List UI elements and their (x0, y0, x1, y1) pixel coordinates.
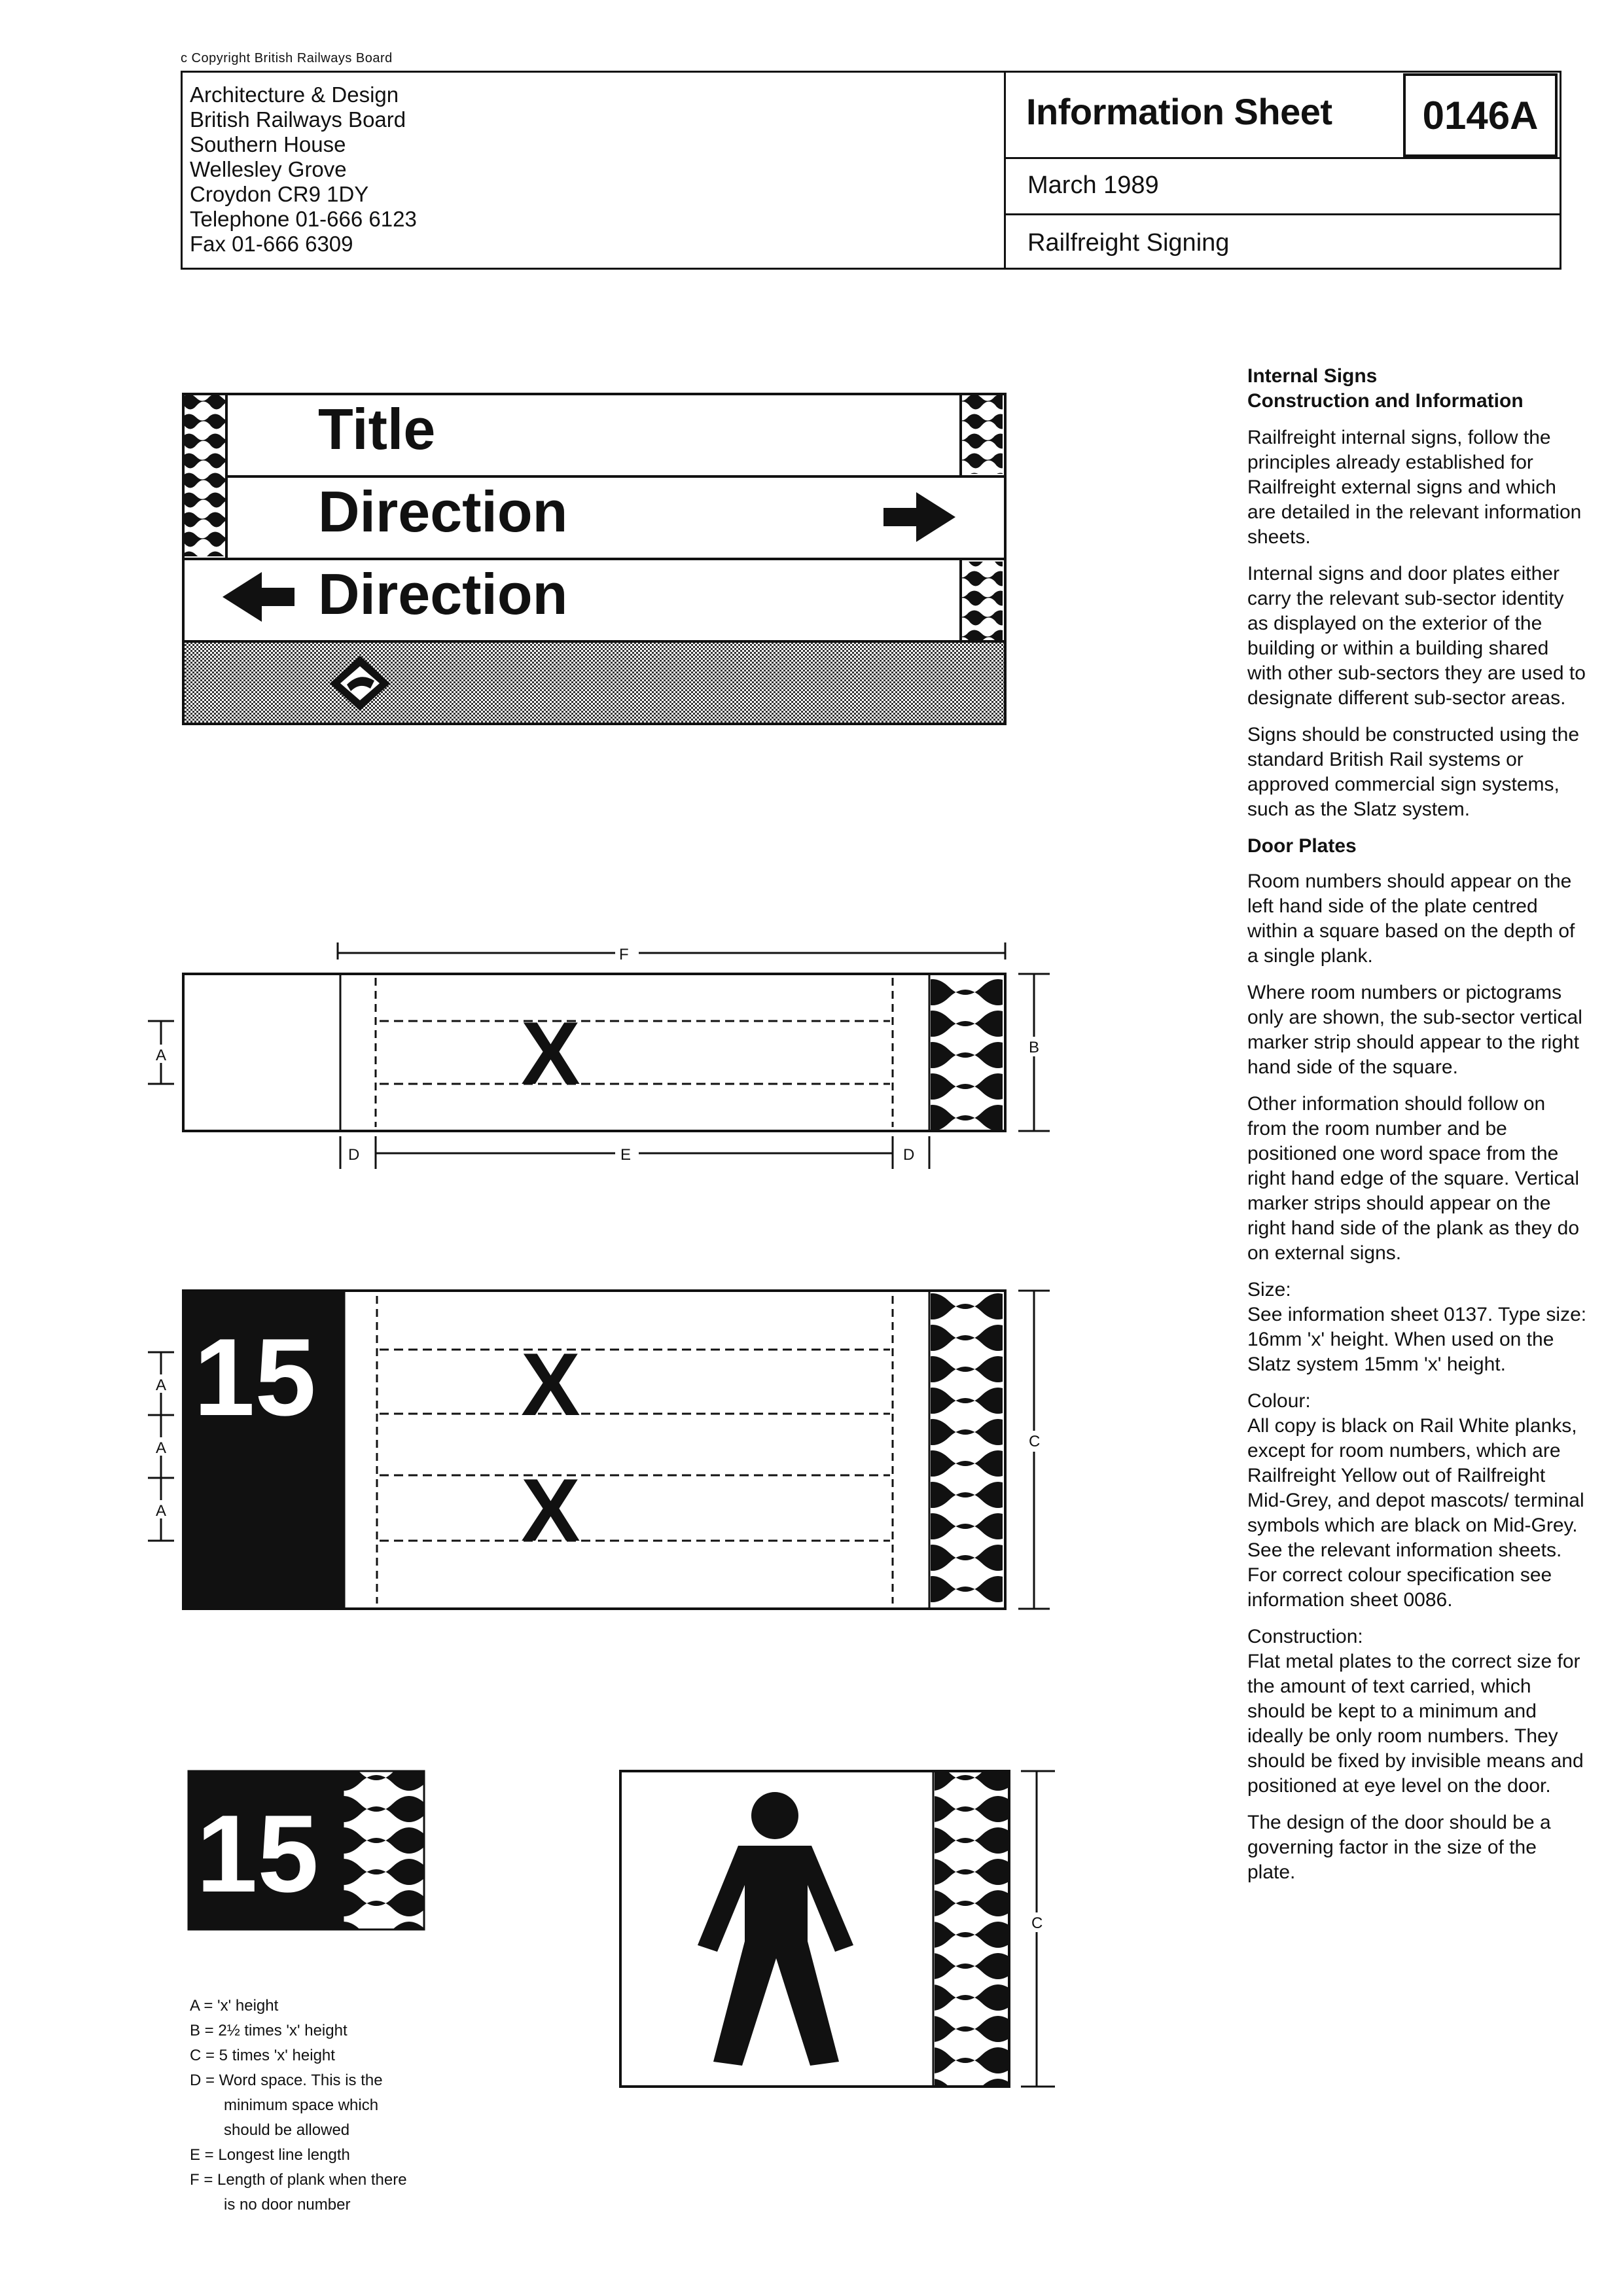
sheet-date: March 1989 (1027, 171, 1159, 199)
legend-line: should be allowed (224, 2121, 350, 2139)
address-line: Croydon CR9 1DY (190, 182, 369, 206)
room-number: 15 (194, 1316, 316, 1439)
marker-strip (931, 1292, 1003, 1607)
door-plate-two-line-diagram (148, 1291, 1050, 1609)
address-line: Telephone 01-666 6123 (190, 207, 417, 231)
dimension-label-a: A (156, 1502, 167, 1520)
paragraph: Internal signs and door plates either carry the relevant sub-sector identity as displayed on the exterior of the building or within a building shared with other sub-sectors they are used to designate different sub-sector areas. (1247, 563, 1586, 709)
paragraph: Signs should be constructed using the standard British Rail systems or approved commercial sign systems, such as the Slatz system. (1247, 724, 1579, 820)
room-number-plate (188, 1771, 424, 1929)
marker-strip (961, 562, 1003, 640)
construction-section (1247, 1624, 1588, 1799)
address-line: Architecture & Design (190, 82, 399, 107)
paragraph: The design of the door should be a governing factor in the size of the plate. (1247, 1812, 1551, 1883)
heading-construction: Construction and Information (1247, 390, 1524, 412)
paragraph: Room numbers should appear on the left hand side of the plate centred within a square based on the depth of a single plank. (1247, 870, 1575, 967)
sign-direction-text: Direction (318, 479, 568, 544)
dimension-label-c: C (1031, 1914, 1043, 1932)
paragraph: Where room numbers or pictograms only are shown, the sub-sector vertical marker strip should appear to the right hand side of the square. (1247, 982, 1582, 1078)
dimension-label-c: C (1029, 1433, 1041, 1450)
sign-title-text: Title (318, 397, 436, 461)
legend-line: B = 2½ times 'x' height (190, 2022, 348, 2039)
marker-strip (185, 395, 226, 556)
dimension-label-a: A (156, 1376, 167, 1394)
dimension-label-e: E (620, 1146, 632, 1164)
paragraph: Other information should follow on from the room number and be positioned one word space from the right hand edge of the square. Vertical marker strips should appear on the right hand side of the plank as they do on external signs. (1247, 1093, 1580, 1264)
sheet-code: 0146A (1403, 73, 1558, 157)
address-line: British Railways Board (190, 107, 406, 132)
sheet-heading: Information Sheet (1026, 91, 1332, 132)
colour-label: Colour: (1247, 1390, 1311, 1412)
pictogram-plate (620, 1771, 1055, 2087)
heading-door-plates: Door Plates (1247, 835, 1357, 857)
size-section (1247, 1278, 1588, 1377)
section-heading (1247, 364, 1588, 414)
dimension-label-d: D (348, 1146, 360, 1164)
legend-line: F = Length of plank when there (190, 2171, 407, 2189)
legend-line: is no door number (224, 2196, 351, 2214)
legend-line: C = 5 times 'x' height (190, 2047, 335, 2064)
size-label: Size: (1247, 1279, 1291, 1300)
legend-line: E = Longest line length (190, 2146, 350, 2164)
dimension-label-b: B (1029, 1039, 1040, 1056)
copyright-notice: c Copyright British Railways Board (181, 51, 393, 65)
construction-text: Flat metal plates to the correct size for the amount of text carried, which should be kept to a minimum and ideally be only room numbers. They should be fixed by invisible means and positioned at eye level on the door. (1247, 1651, 1584, 1797)
legend-line: minimum space which (224, 2096, 379, 2114)
x-height-glyph: X (521, 1003, 580, 1103)
sheet-subject: Railfreight Signing (1027, 229, 1230, 257)
text-column (1247, 364, 1588, 1897)
size-text: See information sheet 0137. Type size: 16mm 'x' height. When used on the Slatz system 15mm 'x' height. (1247, 1304, 1587, 1375)
marker-strip (343, 1771, 424, 1929)
x-height-glyph: X (521, 1460, 580, 1560)
sign-direction-text: Direction (318, 562, 568, 626)
legend-line: A = 'x' height (190, 1997, 279, 2015)
legend-line: D = Word space. This is the (190, 2072, 383, 2089)
dimension-label-d: D (903, 1146, 915, 1164)
x-height-glyph: X (521, 1335, 580, 1434)
address-line: Fax 01-666 6309 (190, 232, 353, 256)
example-sign (183, 394, 1005, 724)
dimension-label-f: F (619, 946, 629, 963)
heading-internal-signs: Internal Signs (1247, 365, 1378, 387)
address-line: Wellesley Grove (190, 157, 347, 181)
marker-strip (961, 395, 1003, 474)
colour-text: All copy is black on Rail White planks, except for room numbers, which are Railfreight Yellow out of Railfreight Mid-Grey, and depot mascots/ terminal symbols which are black on Mid-Grey. See the relevant information sheets. For correct colour specification see information sheet 0086. (1247, 1415, 1584, 1611)
plank-dimension-diagram (148, 942, 1050, 1169)
marker-strip (935, 1772, 1008, 2085)
dimension-label-a: A (156, 1047, 167, 1064)
construction-label: Construction: (1247, 1626, 1363, 1647)
room-number: 15 (196, 1792, 319, 1915)
colour-section (1247, 1389, 1588, 1613)
marker-strip (931, 975, 1003, 1130)
address-line: Southern House (190, 132, 346, 156)
dimension-label-a: A (156, 1439, 167, 1457)
paragraph: Railfreight internal signs, follow the principles already established for Railfreight external signs and which are detailed in the relevant information sheets. (1247, 427, 1582, 548)
dimension-legend (190, 1994, 407, 2217)
